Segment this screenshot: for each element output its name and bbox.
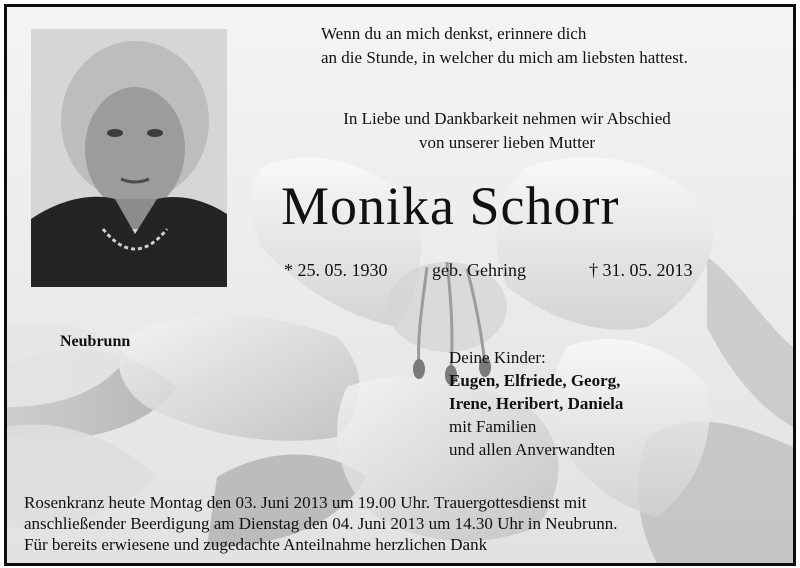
maiden-name: geb. Gehring: [432, 260, 526, 280]
birth-date: * 25. 05. 1930: [284, 260, 388, 280]
mourners-families: mit Familien: [449, 417, 537, 436]
poem-quote: [321, 22, 688, 70]
mourners-relatives: und allen Anverwandten: [449, 440, 616, 459]
poem-line: Wenn du an mich denkst, erinnere dich: [321, 24, 587, 43]
service-line: anschließender Beerdigung am Dienstag den 04. Juni 2013 um 14.30 Uhr in Neubrunn.: [24, 514, 618, 533]
death-date: † 31. 05. 2013: [589, 260, 693, 280]
portrait-photo: [31, 29, 227, 287]
poem-line: an die Stunde, in welcher du mich am liebsten hattest.: [321, 48, 688, 67]
obituary-card: [4, 4, 796, 566]
service-line: Rosenkranz heute Montag den 03. Juni 2013 um 19.00 Uhr. Trauergottesdienst mit: [24, 493, 587, 512]
mourners-heading: Deine Kinder:: [449, 348, 546, 367]
mourners-list: [449, 346, 623, 461]
children-names: Eugen, Elfriede, Georg,: [449, 371, 621, 390]
children-names: Irene, Heribert, Daniela: [449, 394, 624, 413]
intro-line: In Liebe und Dankbarkeit nehmen wir Abschied: [343, 109, 671, 128]
service-announcement: [24, 492, 617, 555]
service-line: Für bereits erwiesene und zugedachte Anteilnahme herzlichen Dank: [24, 535, 488, 554]
hometown: Neubrunn: [60, 333, 131, 350]
farewell-intro: [307, 107, 707, 155]
deceased-name: Monika Schorr: [281, 176, 620, 236]
intro-line: von unserer lieben Mutter: [418, 133, 596, 152]
